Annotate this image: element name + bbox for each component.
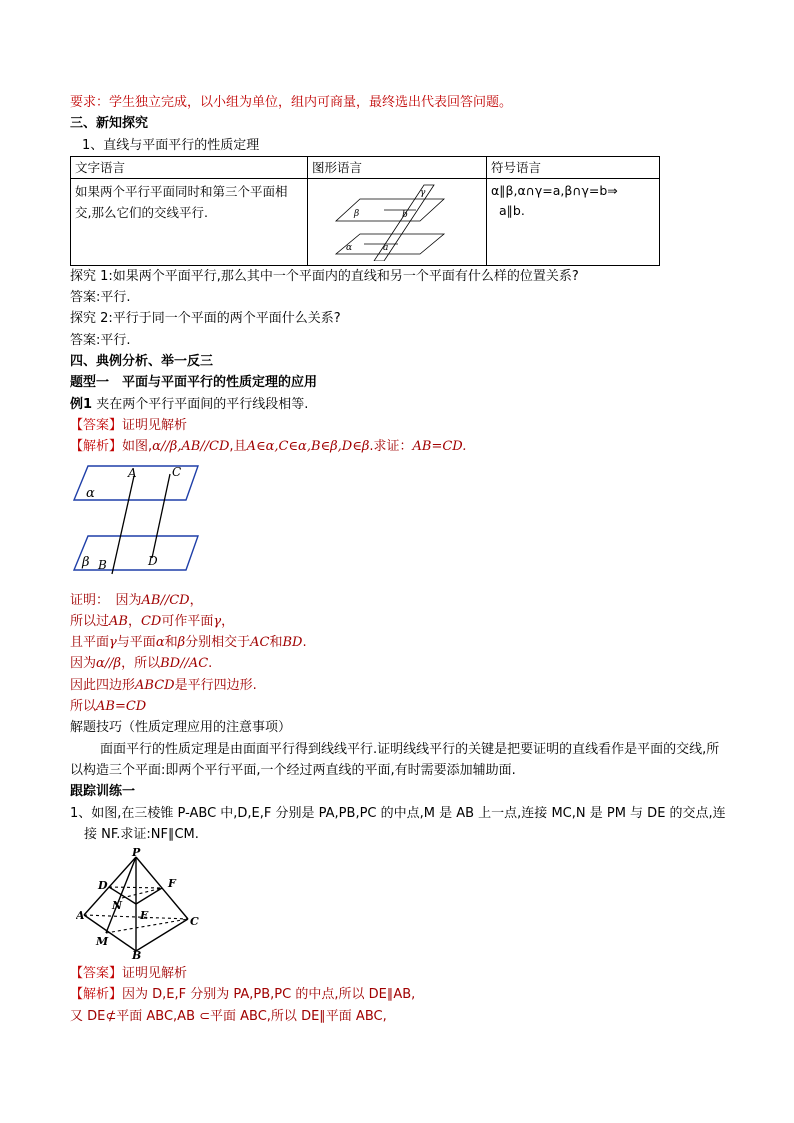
fig2-label-F: F: [168, 877, 176, 891]
type-1-title: 题型一 平面与平面平行的性质定理的应用: [70, 375, 318, 391]
parallel-planes-figure: [312, 181, 482, 261]
proof-1-text-2: ，: [189, 592, 203, 608]
proof-1-text: 证明： 因为: [70, 592, 142, 608]
requirement-line: [70, 92, 730, 113]
proof-4-text-3: .: [208, 656, 213, 672]
theorem-heading: 1、直线与平面平行的性质定理: [82, 137, 260, 153]
proof-3-text: 且平面: [70, 635, 110, 651]
proof-6-text: 所以: [70, 699, 97, 715]
proof-3-text-3: 和: [164, 635, 178, 651]
proof-3-text-6: .: [302, 635, 307, 651]
analysis-math-3: AB=CD.: [412, 439, 467, 455]
practice-1-answer: [70, 963, 730, 984]
p1-analysis-text: 因为 D,E,F 分别为 PA,PB,PC 的中点,所以 DE∥AB,: [122, 987, 416, 1003]
fig1-label-beta: β: [82, 554, 90, 570]
table-symbol-cell: [487, 178, 660, 265]
fig2-label-N: N: [112, 899, 123, 913]
proof-2-math-3: γ: [213, 613, 222, 629]
proof-6-math: AB=CD: [96, 699, 147, 715]
fig1-label-A: A: [128, 465, 137, 480]
example-1-text: 夹在两个平行平面间的平行线段相等.: [96, 396, 309, 412]
proof-4-math: α//β: [96, 656, 122, 672]
proof-5-text: 因此四边形: [70, 677, 136, 693]
fig-label-a: a: [383, 242, 389, 253]
fig1-label-alpha: α: [86, 485, 95, 501]
proof-5-math: ABCD: [135, 677, 175, 693]
analysis-prefix: 如图,: [122, 439, 153, 455]
proof-2-text-2: ，: [127, 613, 141, 629]
proof-3-math-3: β: [177, 635, 186, 651]
fig2-label-M: M: [96, 935, 109, 949]
fig2-label-B: B: [132, 949, 142, 960]
fig2-label-P: P: [132, 847, 141, 860]
fig-label-gamma: γ: [420, 187, 426, 198]
proof-1-math: AB//CD: [141, 592, 190, 608]
analysis-mid: ,且: [229, 439, 247, 455]
practice-1-analysis: [70, 984, 730, 1005]
answer-text: 证明见解析: [122, 417, 188, 433]
fig-label-b: b: [402, 209, 408, 220]
p1-analysis-tag: 【解析】: [70, 987, 123, 1003]
proof-5-text-2: 是平行四边形.: [174, 677, 257, 693]
requirement-text: 学生独立完成，以小组为单位，组内可商量，最终选出代表回答问题。: [109, 95, 513, 110]
table-header-text: 文字语言: [71, 156, 308, 178]
explore-1-answer: 答案:平行.: [70, 290, 131, 306]
proof-3-math-5: BD: [282, 635, 303, 651]
section-3-title: 三、新知探究: [70, 116, 149, 132]
analysis-math-2: A∈α,C∈α,B∈β,D∈β: [246, 439, 370, 455]
proof-2-text-3: 可作平面: [161, 613, 214, 629]
practice-title: 跟踪训练一: [70, 784, 136, 800]
explore-2-answer: 答案:平行.: [70, 332, 131, 348]
proof-2-math: AB: [109, 613, 128, 629]
fig1-label-C: C: [172, 464, 182, 479]
tips-body: 面面平行的性质定理是由面面平行得到线线平行.证明线线平行的关键是把要证明的直线看作是平面的交线,所以构造三个平面:即两个平行平面,一个经过两直线的平面,有时需要添加辅助面.: [70, 741, 720, 778]
proof-line-5: [70, 675, 730, 696]
proof-2-text-4: ，: [221, 613, 235, 629]
analysis-suffix: .求证：: [369, 439, 413, 455]
section-4-title: 四、典例分析、举一反三: [70, 354, 214, 370]
table-text-cell: 如果两个平行平面同时和第三个平面相交,那么它们的交线平行.: [71, 178, 308, 265]
symbol-line-1: α∥β,α∩γ=a,β∩γ=b⇒: [491, 182, 618, 198]
explore-1-question: 探究 1:如果两个平面平行,那么其中一个平面内的直线和另一个平面有什么样的位置关系?: [70, 268, 579, 284]
theorem-table: [70, 156, 660, 266]
fig-label-alpha: α: [346, 242, 353, 253]
fig-label-beta: β: [354, 208, 360, 219]
symbol-line-2: a∥b.: [499, 202, 525, 218]
p1-answer-tag: 【答案】: [70, 966, 123, 982]
proof-3-text-4: 分别相交于: [185, 635, 251, 651]
proof-line-6: [70, 696, 730, 717]
example-1-analysis: [70, 436, 730, 457]
table-header-figure: 图形语言: [308, 156, 487, 178]
fig2-label-D: D: [98, 879, 108, 893]
practice-1-analysis-line-2: 又 DE⊄平面 ABC,AB ⊂平面 ABC,所以 DE∥平面 ABC,: [70, 1008, 387, 1024]
practice-1-problem: 1、如图,在三棱锥 P-ABC 中,D,E,F 分别是 PA,PB,PC 的中点,M 是 AB 上一点,连接 MC,N 是 PM 与 DE 的交点,连接 NF.求证:NF∥CM.: [70, 805, 726, 842]
proof-4-math-2: BD//AC: [160, 656, 209, 672]
proof-line-1: [70, 590, 730, 611]
explore-2-question: 探究 2:平行于同一个平面的两个平面什么关系?: [70, 311, 341, 327]
proof-3-text-5: 和: [269, 635, 283, 651]
proof-4-text-2: ，所以: [121, 656, 161, 672]
proof-3-math-2: α: [155, 635, 165, 651]
proof-line-3: [70, 632, 730, 653]
analysis-math-1: α//β,AB//CD: [152, 439, 230, 455]
proof-3-math: γ: [109, 635, 117, 651]
table-figure-cell: [308, 178, 487, 265]
fig2-label-A: A: [76, 909, 85, 923]
proof-line-4: [70, 653, 730, 674]
fig2-label-E: E: [140, 909, 149, 923]
two-parallel-planes-figure: [72, 462, 202, 582]
requirement-label: 要求：: [70, 95, 110, 110]
example-1-label: 例1: [70, 396, 93, 412]
fig2-label-C: C: [190, 915, 199, 929]
proof-2-text: 所以过: [70, 613, 110, 629]
proof-block: [70, 590, 730, 718]
table-header-symbol: 符号语言: [487, 156, 660, 178]
document-page: [70, 92, 730, 1027]
proof-2-math-2: CD: [140, 613, 162, 629]
proof-4-text: 因为: [70, 656, 97, 672]
example-1: [70, 394, 730, 415]
proof-line-2: [70, 611, 730, 632]
answer-tag: 【答案】: [70, 417, 123, 433]
proof-3-math-4: AC: [250, 635, 270, 651]
proof-3-text-2: 与平面: [116, 635, 156, 651]
tips-title: 解题技巧（性质定理应用的注意事项）: [70, 720, 292, 736]
analysis-tag: 【解析】: [70, 439, 123, 455]
tetrahedron-figure: [76, 847, 216, 959]
p1-answer-text: 证明见解析: [122, 966, 188, 982]
fig1-label-B: B: [98, 557, 107, 572]
fig1-label-D: D: [148, 553, 158, 568]
example-1-answer: [70, 415, 730, 436]
